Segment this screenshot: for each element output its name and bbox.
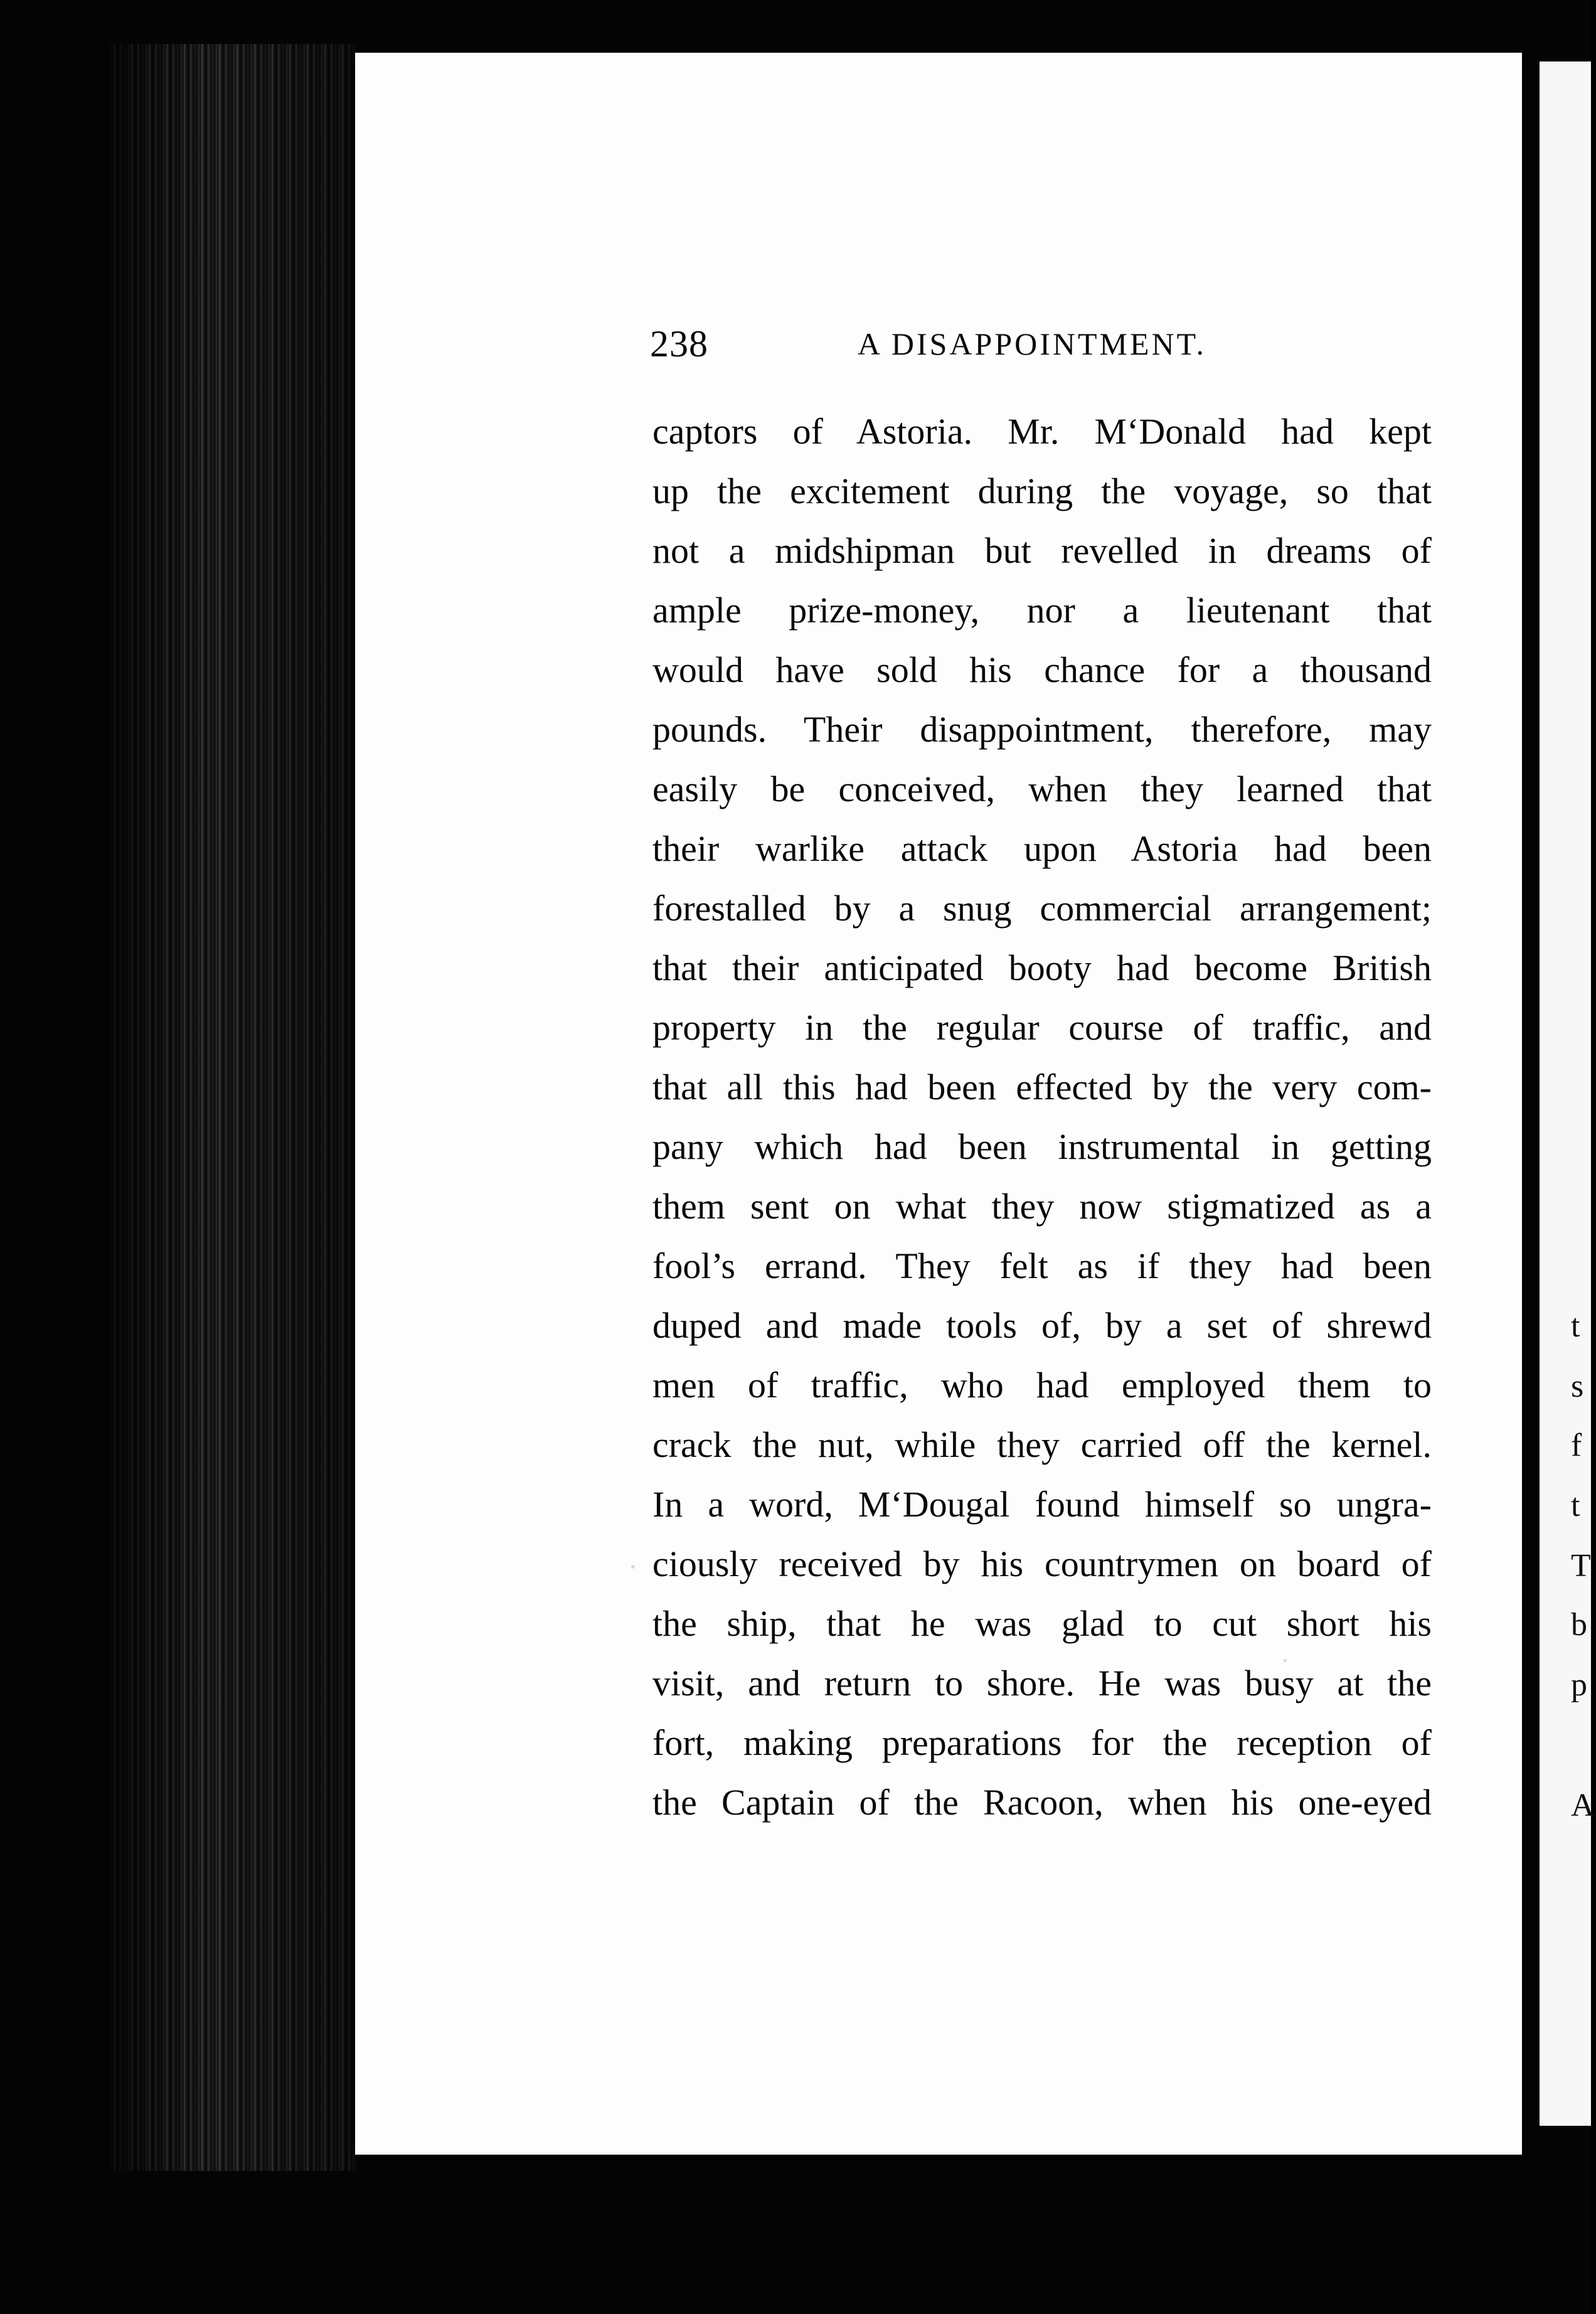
facing-fragment: b [1571, 1607, 1587, 1643]
text-line: them sent on what they now stigmatized as a [652, 1186, 1432, 1227]
running-title: A DISAPPOINTMENT. [858, 326, 1206, 361]
facing-fragment: s [1571, 1368, 1584, 1404]
text-line: the Captain of the Racoon, when his one-eyed [652, 1782, 1432, 1823]
text-line: In a word, M‘Dougal found himself so ungra- [652, 1484, 1432, 1525]
facing-fragment: t [1571, 1488, 1580, 1523]
text-line: forestalled by a snug commercial arrangement; [652, 888, 1432, 929]
running-head [650, 319, 1240, 369]
text-line: crack the nut, while they carried off the kernel. [652, 1424, 1432, 1465]
text-line: easily be conceived, when they learned that [652, 769, 1432, 809]
text-line: not a midshipman but revelled in dreams of [652, 530, 1432, 571]
text-line: their warlike attack upon Astoria had been [652, 828, 1432, 869]
facing-fragment: f [1571, 1427, 1582, 1463]
text-line: that all this had been effected by the very com- [652, 1067, 1432, 1107]
text-line: fool’s errand. They felt as if they had been [652, 1245, 1432, 1286]
facing-fragment: T [1571, 1548, 1591, 1584]
text-line: the ship, that he was glad to cut short his [652, 1603, 1432, 1644]
text-line: fort, making preparations for the reception of [652, 1722, 1432, 1763]
text-line: men of traffic, who had employed them to [652, 1365, 1432, 1405]
text-line: pany which had been instrumental in getting [652, 1126, 1432, 1167]
facing-page-fragments [1571, 0, 1596, 2314]
facing-fragment: A [1571, 1788, 1595, 1823]
text-line: up the excitement during the voyage, so that [652, 471, 1432, 511]
text-line: ciously received by his countrymen on board of [652, 1544, 1432, 1584]
text-line: visit, and return to shore. He was busy at the [652, 1663, 1432, 1704]
facing-fragment: p [1571, 1667, 1587, 1703]
book-fore-edge [105, 44, 356, 2171]
text-line: ample prize-money, nor a lieutenant that [652, 590, 1432, 631]
text-line: property in the regular course of traffic, and [652, 1007, 1432, 1048]
text-line: that their anticipated booty had become British [652, 947, 1432, 988]
text-line: would have sold his chance for a thousand [652, 649, 1432, 690]
page-number: 238 [650, 323, 708, 365]
text-line: captors of Astoria. Mr. M‘Donald had kept [652, 411, 1432, 452]
facing-fragment: t [1571, 1308, 1580, 1344]
text-line: duped and made tools of, by a set of shrewd [652, 1305, 1432, 1346]
text-line: pounds. Their disappointment, therefore, may [652, 709, 1432, 750]
body-text [652, 402, 1432, 1832]
